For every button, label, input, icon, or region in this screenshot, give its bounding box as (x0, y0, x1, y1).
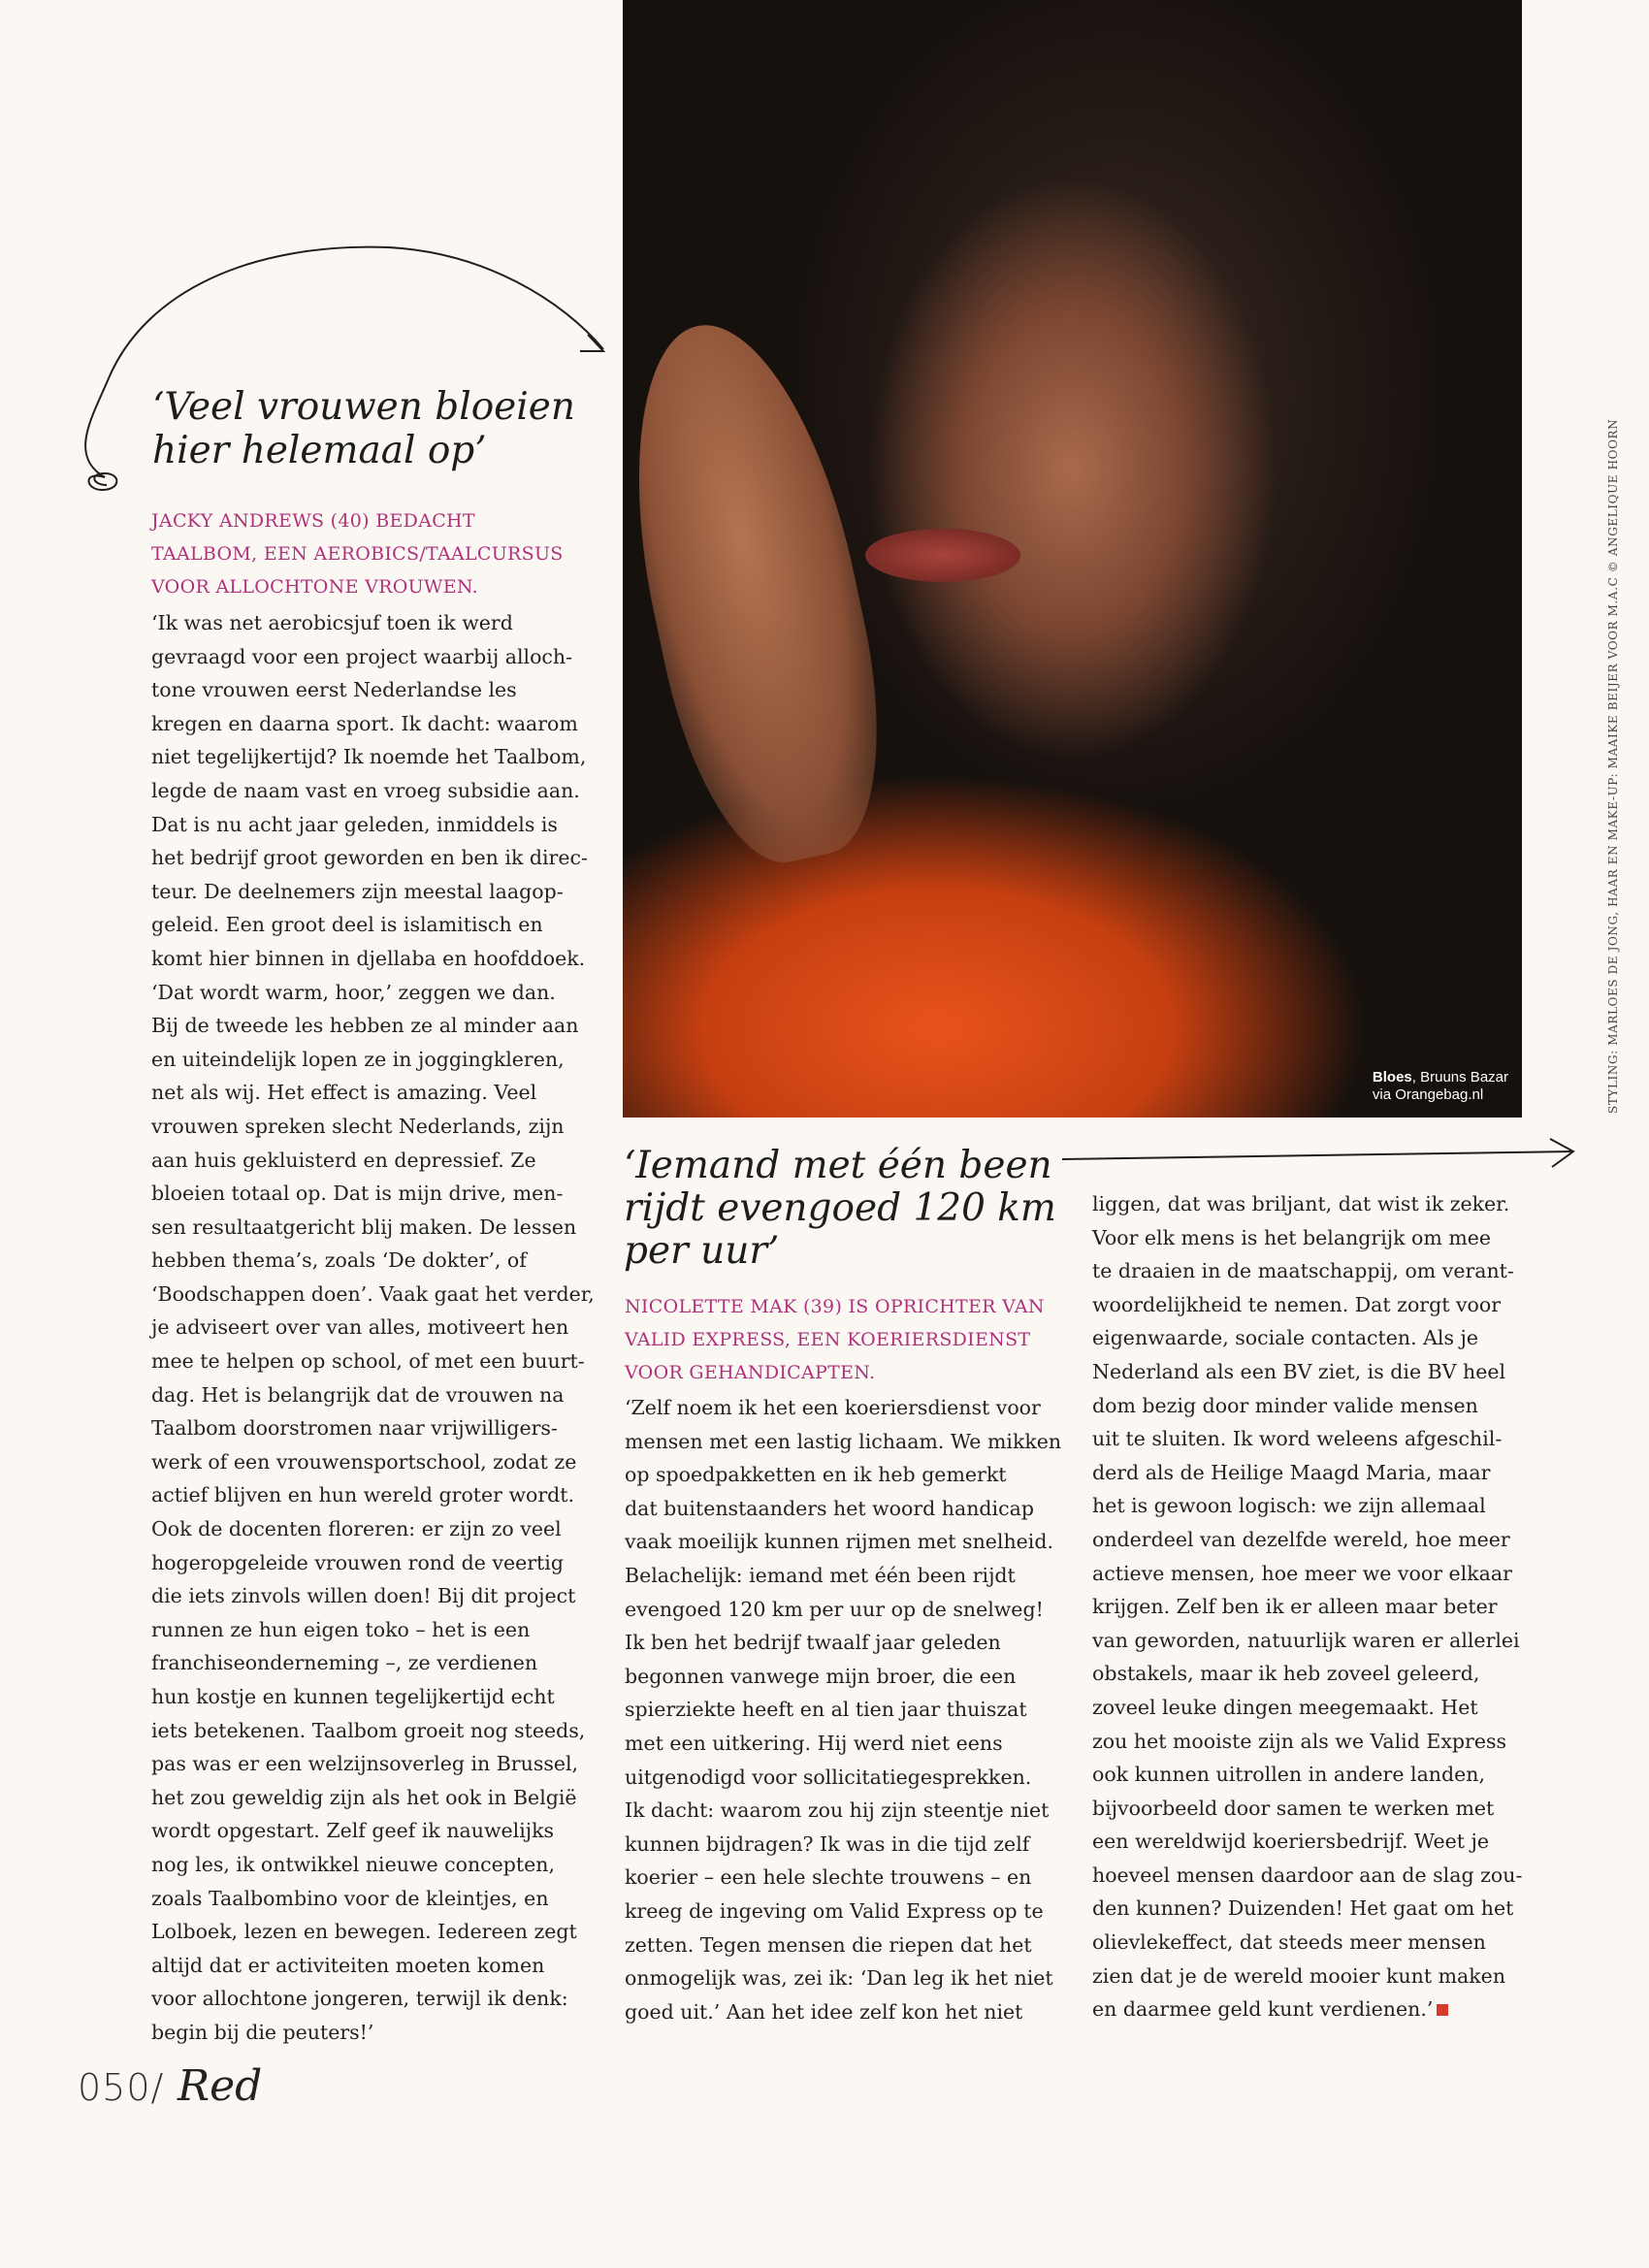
story1-body (151, 606, 602, 2050)
body-line: obstakels, maar ik heb zoveel geleerd, (1092, 1662, 1480, 1686)
story2-headline-line: per uur’ (624, 1229, 780, 1273)
body-line: voor allochtone jongeren, terwijl ik denk: (151, 1987, 568, 2011)
body-line: zou het mooiste zijn als we Valid Express (1092, 1729, 1506, 1753)
story2-intro (625, 1290, 1061, 1389)
photo-caption (1373, 1069, 1508, 1104)
body-line: hun kostje en kunnen tegelijkertijd echt (151, 1685, 555, 1708)
photo-hand-shape (623, 305, 910, 878)
body-line: dat buitenstaanders het woord handicap (625, 1496, 1034, 1520)
body-line: actief blijven en hun wereld groter wordt. (151, 1483, 575, 1507)
body-line: niet tegelijkertijd? Ik noemde het Taalbom, (151, 745, 587, 769)
body-line: te draaien in de maatschappij, om verant- (1092, 1259, 1514, 1283)
story1-intro (151, 504, 578, 603)
body-line: Ik ben het bedrijf twaalf jaar geleden (625, 1631, 1001, 1655)
body-line: het zou geweldig zijn als het ook in België (151, 1785, 577, 1809)
body-line: iets betekenen. Taalbom groeit nog steeds, (151, 1718, 586, 1742)
body-line: woordelijkheid te nemen. Dat zorgt voor (1092, 1292, 1502, 1316)
body-line: Belachelijk: iemand met één been rijdt (625, 1563, 1016, 1587)
body-line: tone vrouwen eerst Nederlandse les (151, 678, 517, 702)
body-line: ‘Zelf noem ik het een koeriersdienst voor (625, 1396, 1041, 1419)
body-line: eigenwaarde, sociale contacten. Als je (1092, 1326, 1479, 1350)
story2-body-col3 (1092, 1187, 1538, 2026)
portrait-photo (623, 0, 1522, 1118)
body-line: uit te sluiten. Ik word weleens afgeschil- (1092, 1427, 1503, 1451)
body-line: mee te helpen op school, of met een buurt- (151, 1349, 585, 1374)
body-line: ‘Ik was net aerobicsjuf toen ik werd (151, 611, 513, 634)
body-line: mensen met een lastig lichaam. We mikken (625, 1429, 1062, 1453)
curved-arrow-head-icon (580, 335, 603, 351)
caption-line2: via Orangebag.nl (1372, 1086, 1484, 1103)
body-line: begin bij die peuters!’ (151, 2020, 374, 2044)
body-line: gevraagd voor een project waarbij alloch- (151, 644, 573, 668)
body-line: altijd dat er activiteiten moeten komen (151, 1953, 545, 1977)
story2-body-col2 (625, 1391, 1071, 2028)
body-line: je adviseert over van alles, motiveert hen (151, 1315, 569, 1340)
straight-arrow-head-icon (1550, 1139, 1573, 1167)
body-line: onmogelijk was, zei ik: ‘Dan leg ik het niet (625, 1966, 1053, 1991)
body-line: derd als de Heilige Maagd Maria, maar (1092, 1460, 1491, 1484)
caption-bold: Bloes (1372, 1069, 1412, 1085)
end-mark-icon (1437, 2004, 1448, 2016)
body-line: uitgenodigd voor sollicitatiegesprekken. (625, 1765, 1032, 1789)
photo-lips-shape (865, 529, 1020, 582)
caption-rest: , Bruuns Bazar (1411, 1069, 1508, 1085)
story1-headline-line: ‘Veel vrouwen bloeien (152, 385, 575, 429)
body-line: met een uitkering. Hij werd niet eens (625, 1731, 1003, 1755)
body-line: het is gewoon logisch: we zijn allemaal (1092, 1494, 1486, 1518)
story1-intro-line: VOOR ALLOCHTONE VROUWEN. (151, 576, 478, 598)
body-line: olievlekeffect, dat steeds meer mensen (1092, 1930, 1486, 1955)
body-line: evengoed 120 km per uur op de snelweg! (625, 1597, 1044, 1621)
body-line: bloeien totaal op. Dat is mijn drive, men- (151, 1182, 564, 1206)
body-line: Ook de docenten floreren: er zijn zo veel (151, 1517, 562, 1541)
body-line: van geworden, natuurlijk waren er allerlei (1092, 1628, 1520, 1652)
body-line: ‘Boodschappen doen’. Vaak gaat het verder, (151, 1281, 595, 1306)
body-line: sen resultaatgericht blij maken. De lessen (151, 1215, 577, 1239)
body-line: wordt opgestart. Zelf geef ik nauwelijks (151, 1819, 555, 1843)
body-line: koerier – een hele slechte trouwens – en (625, 1865, 1032, 1890)
body-line: runnen ze hun eigen toko – het is een (151, 1617, 531, 1641)
body-line: onderdeel van dezelfde wereld, hoe meer (1092, 1527, 1510, 1551)
body-line: Nederland als een BV ziet, is die BV heel (1092, 1359, 1506, 1383)
body-line: liggen, dat was briljant, dat wist ik zeker. (1092, 1192, 1510, 1215)
body-line: spierziekte heeft en al tien jaar thuiszat (625, 1698, 1027, 1722)
story1-headline (152, 385, 598, 472)
story1-headline-line: hier helemaal op’ (152, 429, 487, 472)
body-line (1092, 1993, 1538, 2026)
body-line: zoveel leuke dingen meegemaakt. Het (1092, 1695, 1478, 1719)
body-line: zien dat je de wereld mooier kunt maken (1092, 1963, 1506, 1988)
body-line: dag. Het is belangrijk dat de vrouwen na (151, 1382, 565, 1407)
body-line: den kunnen? Duizenden! Het gaat om het (1092, 1896, 1514, 1921)
body-line: hogeropgeleide vrouwen rond de veertig (151, 1550, 564, 1574)
body-line: vaak moeilijk kunnen rijmen met snelheid. (625, 1530, 1053, 1554)
body-line: zetten. Tegen mensen die riepen dat het (625, 1932, 1032, 1957)
body-line: het bedrijf groot geworden en ben ik direc- (151, 846, 588, 870)
body-line: kunnen bijdragen? Ik was in die tijd zelf (625, 1831, 1030, 1856)
body-line: Ik dacht: waarom zou hij zijn steentje niet (625, 1798, 1050, 1823)
body-line: begonnen vanwege mijn broer, die een (625, 1664, 1017, 1688)
body-line: kreeg de ingeving om Valid Express op te (625, 1898, 1044, 1923)
body-line: Voor elk mens is het belangrijk om mee (1092, 1225, 1492, 1249)
body-line: franchiseonderneming –, ze verdienen (151, 1651, 538, 1675)
story2-intro-line: VOOR GEHANDICAPTEN. (625, 1362, 876, 1383)
body-line: ‘Dat wordt warm, hoor,’ zeggen we dan. (151, 980, 556, 1004)
page-number: 050/ (78, 2066, 165, 2109)
body-line: krijgen. Zelf ben ik er alleen maar beter (1092, 1595, 1498, 1619)
body-line: vrouwen spreken slecht Nederlands, zijn (151, 1114, 565, 1138)
body-line: bijvoorbeeld door samen te werken met (1092, 1796, 1495, 1820)
body-line: zoals Taalbombino voor de kleintjes, en (151, 1886, 549, 1910)
body-line: net als wij. Het effect is amazing. Veel (151, 1081, 537, 1105)
body-line: geleid. Een groot deel is islamitisch en (151, 913, 543, 937)
body-line: actieve mensen, hoe meer we voor elkaar (1092, 1561, 1512, 1585)
photo-credits: STYLING: MARLOES DE JONG, HAAR EN MAKE-UP: MAAIKE BEIJER VOOR M.A.C © ANGELIQUE HOORN (1606, 418, 1620, 1114)
story1-intro-line: JACKY ANDREWS (40) BEDACHT (151, 510, 475, 532)
body-line: hoeveel mensen daardoor aan de slag zou- (1092, 1863, 1523, 1887)
straight-arrow-icon (1062, 1151, 1573, 1159)
story1-intro-line: TAALBOM, EEN AEROBICS/TAALCURSUS (151, 543, 564, 565)
body-line: komt hier binnen in djellaba en hoofddoek. (151, 946, 586, 970)
body-line: hebben thema’s, zoals ‘De dokter’, of (151, 1248, 527, 1273)
story2-headline-line: rijdt evengoed 120 km (624, 1186, 1056, 1230)
body-line: Taalbom doorstromen naar vrijwilligers- (151, 1416, 558, 1441)
body-line: een wereldwijd koeriersbedrijf. Weet je (1092, 1830, 1489, 1854)
body-line: teur. De deelnemers zijn meestal laagop- (151, 879, 564, 903)
story2-headline (624, 1145, 1070, 1273)
body-line: die iets zinvols willen doen! Bij dit project (151, 1584, 576, 1608)
last-line-text: en daarmee geld kunt verdienen.’ (1092, 1997, 1434, 2022)
body-line: Dat is nu acht jaar geleden, inmiddels is (151, 812, 558, 836)
story2-intro-line: VALID EXPRESS, EEN KOERIERSDIENST (625, 1329, 1031, 1350)
body-line: werk of een vrouwensportschool, zodat ze (151, 1449, 577, 1474)
body-line: goed uit.’ Aan het idee zelf kon het niet (625, 1999, 1023, 2024)
body-line: dom bezig door minder valide mensen (1092, 1393, 1478, 1417)
body-line: pas was er een welzijnsoverleg in Brussel, (151, 1752, 579, 1776)
body-line: Bij de tweede les hebben ze al minder aan (151, 1014, 579, 1038)
body-line: nog les, ik ontwikkel nieuwe concepten, (151, 1852, 555, 1876)
body-line: kregen en daarna sport. Ik dacht: waarom (151, 711, 578, 735)
body-line: legde de naam vast en vroeg subsidie aan. (151, 778, 580, 802)
loop-icon (89, 473, 117, 490)
body-line: ook kunnen uitrollen in andere landen, (1092, 1763, 1485, 1787)
story2-headline-line: ‘Iemand met één been (624, 1144, 1052, 1187)
body-line: en uiteindelijk lopen ze in joggingkleren, (151, 1047, 565, 1071)
body-line: Lolboek, lezen en bewegen. Iedereen zegt (151, 1920, 577, 1944)
magazine-brand: Red (178, 2061, 263, 2111)
body-line: aan huis gekluisterd en depressief. Ze (151, 1148, 536, 1172)
body-line: op spoedpakketten en ik heb gemerkt (625, 1463, 1007, 1487)
story2-intro-line: NICOLETTE MAK (39) IS OPRICHTER VAN (625, 1296, 1045, 1317)
